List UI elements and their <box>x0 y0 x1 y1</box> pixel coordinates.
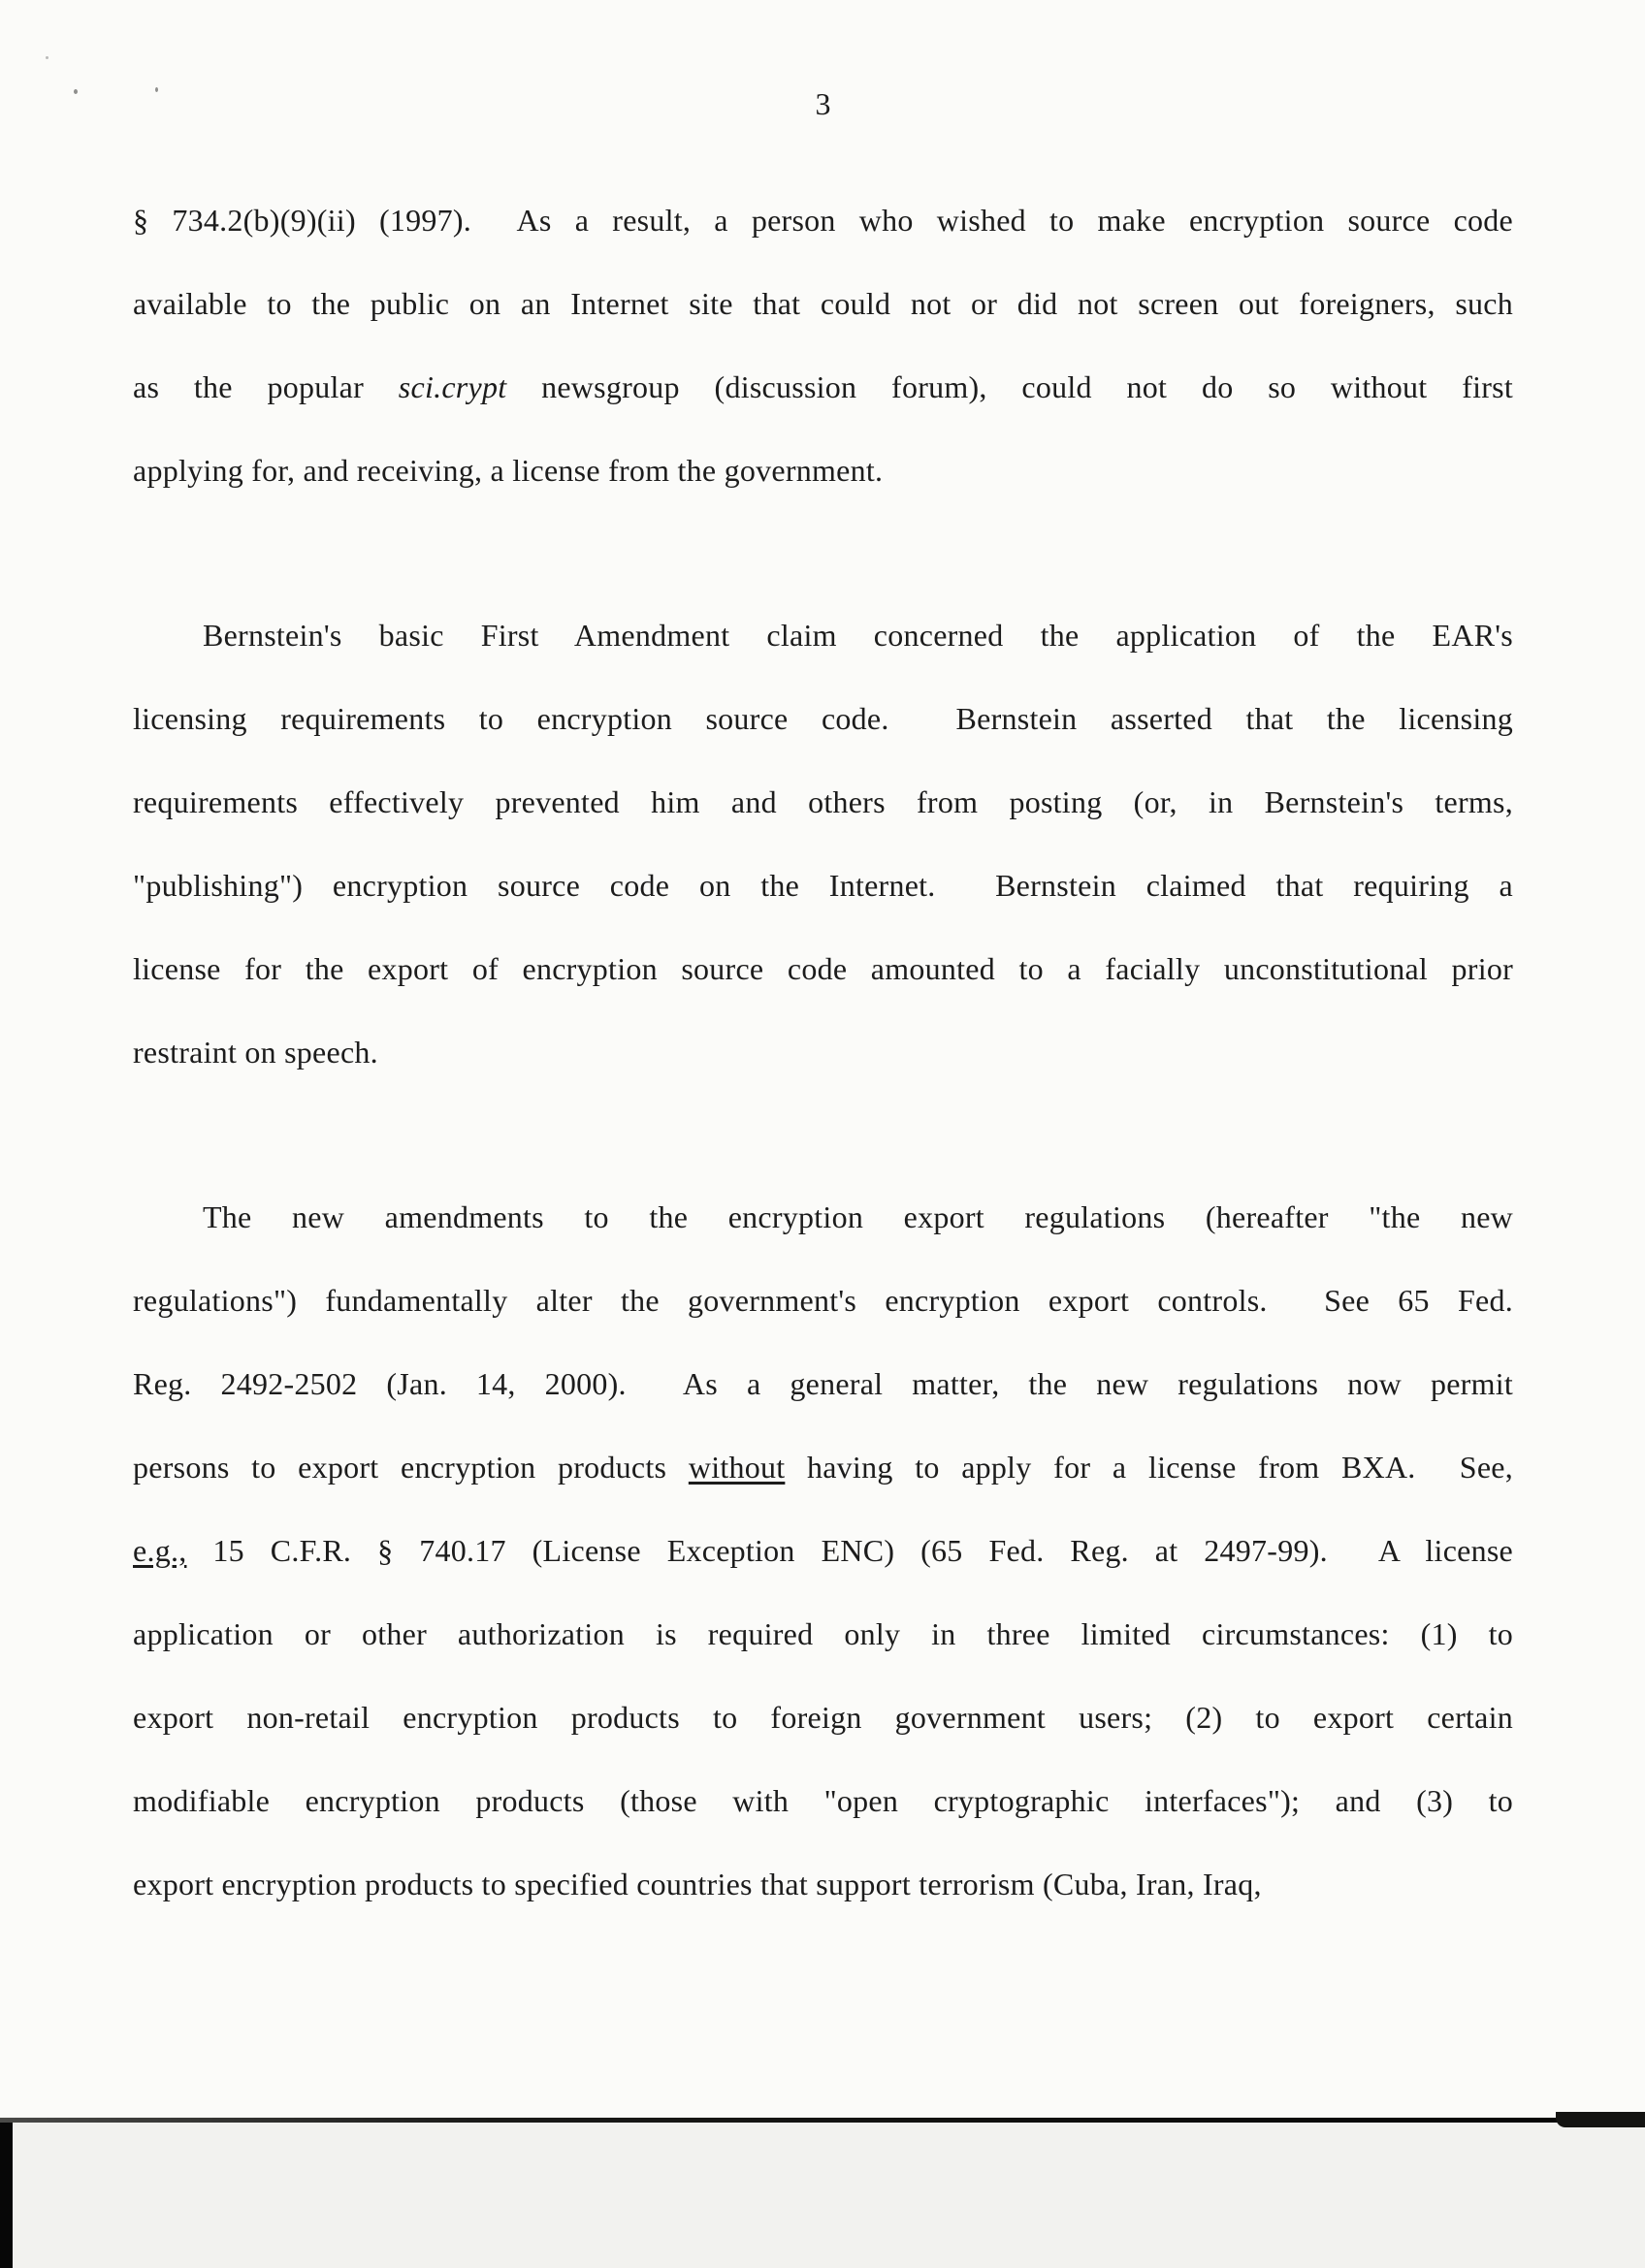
text-segment: newsgroup (discussion forum), could not do so without first <box>506 369 1514 404</box>
text-segment: "publishing") encryption source code on the Internet. Bernstein claimed that requiring a <box>133 868 1513 903</box>
text-line <box>133 1342 1513 1425</box>
text-line <box>133 1759 1513 1842</box>
text-line <box>133 1010 1513 1094</box>
text-line <box>133 1425 1513 1509</box>
text-line <box>133 927 1513 1010</box>
text-segment: applying for, and receiving, a license from the government. <box>133 453 884 488</box>
text-segment: requirements effectively prevented him and others from posting (or, in Bernstein's terms, <box>133 784 1513 819</box>
scan-speck <box>74 89 78 94</box>
italic-text: sci.crypt <box>398 369 507 404</box>
text-line <box>133 262 1513 345</box>
text-line <box>133 844 1513 927</box>
paragraph <box>133 593 1513 1094</box>
underlined-text: e.g., <box>133 1533 187 1568</box>
text-line <box>133 345 1513 429</box>
underlined-text: without <box>688 1450 786 1485</box>
page-number: 3 <box>815 86 831 121</box>
text-segment: modifiable encryption products (those with "open cryptographic interfaces"); and (3) to <box>133 1783 1513 1818</box>
text-segment: license for the export of encryption source code amounted to a facially unconstitutional prior <box>133 951 1513 986</box>
text-segment: as the popular <box>133 369 399 404</box>
text-line <box>133 593 1513 677</box>
text-segment: 15 C.F.R. § 740.17 (License Exception ENC) (65 Fed. Reg. at 2497-99). A license <box>186 1533 1513 1568</box>
scan-left-black-bar <box>0 2123 13 2268</box>
text-line <box>133 677 1513 760</box>
text-line <box>133 760 1513 844</box>
text-line <box>133 1592 1513 1676</box>
text-line <box>133 1175 1513 1259</box>
text-segment: Reg. 2492-2502 (Jan. 14, 2000). As a general matter, the new regulations now permit <box>133 1366 1513 1401</box>
underlying-page <box>0 2123 1645 2268</box>
text-line <box>133 1842 1513 1926</box>
text-segment: restraint on speech. <box>133 1035 378 1070</box>
scan-edge-smudge <box>1556 2112 1645 2127</box>
text-line <box>133 1676 1513 1759</box>
text-segment: having to apply for a license from BXA. See, <box>785 1450 1514 1485</box>
paragraph <box>133 1175 1513 1926</box>
text-line <box>133 178 1513 262</box>
text-segment: regulations") fundamentally alter the government's encryption export controls. See 65 Fed. <box>133 1283 1513 1318</box>
text-line <box>133 1509 1513 1592</box>
text-segment: application or other authorization is required only in three limited circumstances: (1) to <box>133 1616 1513 1651</box>
text-segment: export encryption products to specified countries that support terrorism (Cuba, Iran, Iraq, <box>133 1867 1262 1901</box>
text-line <box>133 1259 1513 1342</box>
text-line <box>133 429 1513 512</box>
text-segment: The new amendments to the encryption export regulations (hereafter "the new <box>203 1199 1513 1234</box>
text-segment: available to the public on an Internet site that could not or did not screen out foreigners, such <box>133 286 1513 321</box>
scan-speck <box>46 56 48 59</box>
text-segment: persons to export encryption products <box>133 1450 689 1485</box>
text-segment: Bernstein's basic First Amendment claim concerned the application of the EAR's <box>203 618 1513 653</box>
document-text <box>133 178 1513 1926</box>
text-segment: export non-retail encryption products to foreign government users; (2) to export certain <box>133 1700 1513 1735</box>
paragraph <box>133 178 1513 512</box>
text-segment: licensing requirements to encryption source code. Bernstein asserted that the licensing <box>133 701 1513 736</box>
text-segment: § 734.2(b)(9)(ii) (1997). As a result, a person who wished to make encryption source code <box>133 203 1513 238</box>
